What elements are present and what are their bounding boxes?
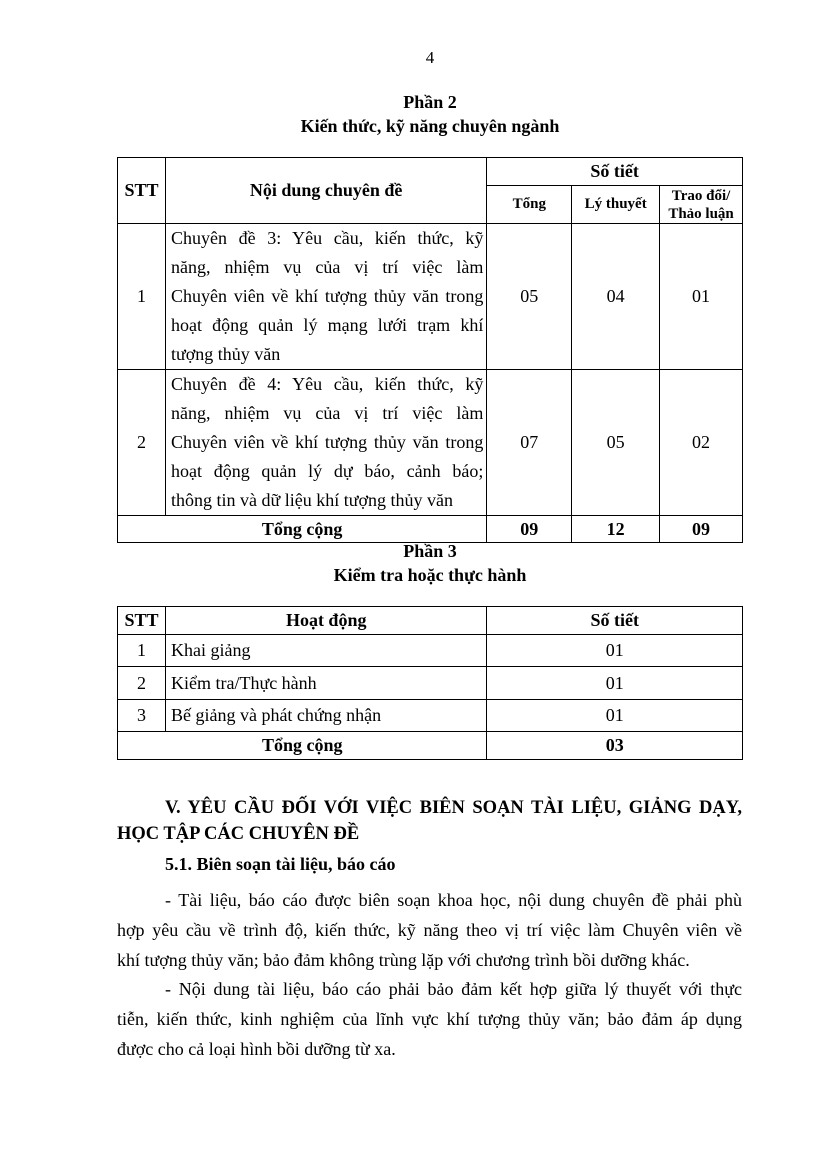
row-periods: 01 bbox=[487, 700, 743, 732]
row-stt: 1 bbox=[118, 635, 166, 667]
sum-row bbox=[118, 732, 743, 760]
row-topic bbox=[165, 370, 486, 516]
part2-title: Kiến thức, kỹ năng chuyên ngành bbox=[300, 116, 560, 136]
header-stt: STT bbox=[118, 158, 166, 224]
paragraph-line: được cho cả loại hình bồi dưỡng từ xa. bbox=[117, 1039, 396, 1059]
topic-line: năng, nhiệm vụ của vị trí việc làm bbox=[170, 257, 484, 277]
table-row bbox=[118, 667, 743, 700]
header-discussion-line2: Thảo luận bbox=[668, 205, 734, 222]
header-discussion bbox=[660, 186, 743, 224]
paragraph-line: - Tài liệu, báo cáo được biên soạn khoa học, nội dung chuyên đề phải phù bbox=[165, 890, 742, 910]
topic-line: thông tin và dữ liệu khí tượng thủy văn bbox=[170, 490, 453, 510]
part3-label: Phần 3 bbox=[403, 541, 457, 561]
row-discussion: 02 bbox=[660, 370, 743, 516]
sum-discussion: 09 bbox=[660, 516, 743, 543]
row-periods: 01 bbox=[487, 667, 743, 700]
header-periods: Số tiết bbox=[487, 158, 743, 186]
paragraph-line: khí tượng thủy văn; bảo đảm không trùng lặp với chương trình bồi dưỡng khác. bbox=[117, 950, 690, 970]
row-activity: Bế giảng và phát chứng nhận bbox=[165, 700, 486, 732]
row-periods: 01 bbox=[487, 635, 743, 667]
topic-line: năng, nhiệm vụ của vị trí việc làm bbox=[170, 403, 484, 423]
sum-theory: 12 bbox=[572, 516, 660, 543]
header-theory: Lý thuyết bbox=[572, 186, 660, 224]
sum-periods: 03 bbox=[487, 732, 743, 760]
topic-line: Chuyên viên về khí tượng thủy văn trong bbox=[170, 432, 484, 452]
row-activity: Kiểm tra/Thực hành bbox=[165, 667, 486, 700]
part2-label: Phần 2 bbox=[403, 92, 457, 112]
header-stt: STT bbox=[118, 607, 166, 635]
row-discussion: 01 bbox=[660, 224, 743, 370]
row-total: 07 bbox=[487, 370, 572, 516]
row-theory: 05 bbox=[572, 370, 660, 516]
topic-line: Chuyên đề 3: Yêu cầu, kiến thức, kỹ bbox=[170, 228, 484, 248]
part2-table bbox=[117, 157, 743, 543]
header-content: Nội dung chuyên đề bbox=[165, 158, 486, 224]
page-number: 4 bbox=[425, 48, 435, 67]
paragraph-1 bbox=[117, 885, 742, 975]
subsection-title: 5.1. Biên soạn tài liệu, báo cáo bbox=[165, 854, 396, 874]
section-v-title-line1: V. YÊU CẦU ĐỐI VỚI VIỆC BIÊN SOẠN TÀI LIỆU, GIẢNG DẠY, bbox=[165, 798, 742, 818]
section-v-title-line2: HỌC TẬP CÁC CHUYÊN ĐỀ bbox=[117, 824, 360, 844]
topic-line: hoạt động quản lý dự báo, cảnh báo; bbox=[170, 461, 484, 481]
row-activity: Khai giảng bbox=[165, 635, 486, 667]
row-total: 05 bbox=[487, 224, 572, 370]
table-row bbox=[118, 224, 743, 370]
sum-label: Tổng cộng bbox=[118, 516, 487, 543]
topic-line: Chuyên viên về khí tượng thủy văn trong bbox=[170, 286, 484, 306]
part3-title: Kiểm tra hoặc thực hành bbox=[333, 565, 527, 585]
paragraph-line: hợp yêu cầu về trình độ, kiến thức, kỹ năng theo vị trí việc làm Chuyên viên về bbox=[117, 920, 742, 940]
table-row bbox=[118, 700, 743, 732]
header-total: Tổng bbox=[487, 186, 572, 224]
sum-label: Tổng cộng bbox=[118, 732, 487, 760]
header-periods: Số tiết bbox=[487, 607, 743, 635]
row-topic bbox=[165, 224, 486, 370]
row-stt: 3 bbox=[118, 700, 166, 732]
topic-line: Chuyên đề 4: Yêu cầu, kiến thức, kỹ bbox=[170, 374, 484, 394]
sum-row bbox=[118, 516, 743, 543]
row-stt: 2 bbox=[118, 370, 166, 516]
header-discussion-line1: Trao đổi/ bbox=[671, 187, 731, 204]
paragraph-2 bbox=[117, 974, 742, 1064]
row-theory: 04 bbox=[572, 224, 660, 370]
table-row bbox=[118, 635, 743, 667]
paragraph-line: - Nội dung tài liệu, báo cáo phải bảo đảm kết hợp giữa lý thuyết với thực bbox=[165, 979, 742, 999]
row-stt: 2 bbox=[118, 667, 166, 700]
paragraph-line: tiễn, kiến thức, kinh nghiệm của lĩnh vực khí tượng thủy văn; bảo đảm áp dụng bbox=[117, 1009, 742, 1029]
topic-line: hoạt động quản lý mạng lưới trạm khí bbox=[170, 315, 484, 335]
sum-total: 09 bbox=[487, 516, 572, 543]
part3-table bbox=[117, 606, 743, 760]
row-stt: 1 bbox=[118, 224, 166, 370]
topic-line: tượng thủy văn bbox=[170, 344, 281, 364]
header-activity: Hoạt động bbox=[165, 607, 486, 635]
table-row bbox=[118, 370, 743, 516]
